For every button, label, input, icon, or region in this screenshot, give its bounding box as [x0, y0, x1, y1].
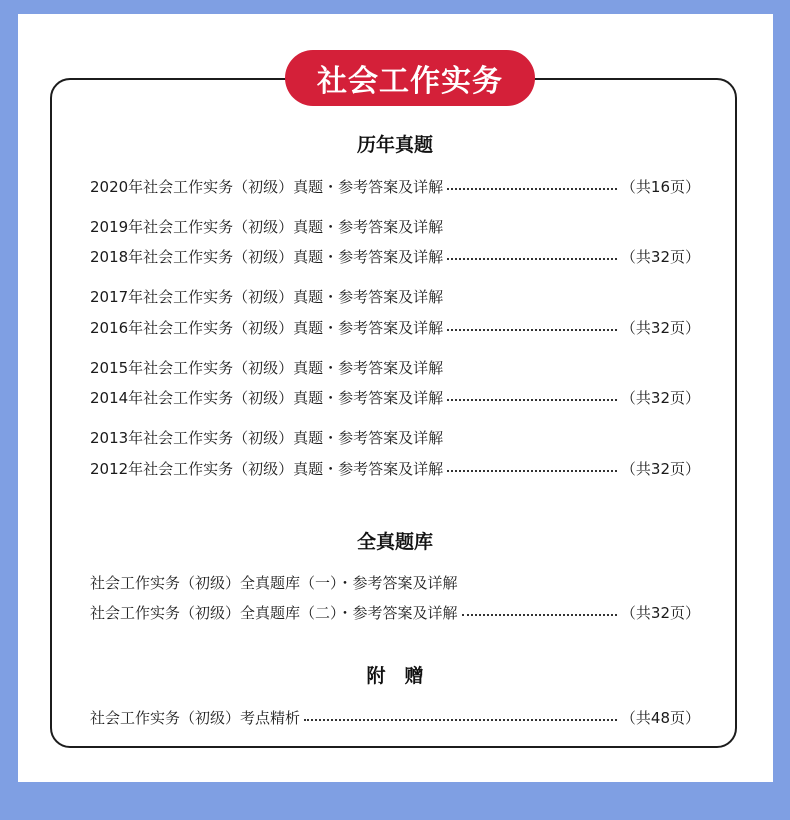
dot-leader — [447, 186, 617, 190]
toc-row-label: 社会工作实务（初级）考点精析 — [90, 708, 301, 727]
toc-row — [90, 316, 700, 338]
toc-row-pages: （共32页） — [620, 247, 700, 266]
toc-row — [90, 457, 700, 479]
dot-leader — [304, 717, 617, 721]
dot-leader — [447, 397, 617, 401]
toc-row — [90, 285, 700, 307]
toc-row-pages: （共16页） — [620, 177, 700, 196]
toc-row-pages: （共32页） — [620, 318, 700, 337]
toc-row — [90, 245, 700, 267]
toc-row-label: 2020年社会工作实务（初级）真题・参考答案及详解 — [90, 177, 444, 196]
section-heading-bonus: 附 赠 — [366, 665, 424, 687]
toc-row-label: 2013年社会工作实务（初级）真题・参考答案及详解 — [90, 428, 444, 447]
toc-row — [90, 601, 700, 623]
toc-row — [90, 175, 700, 197]
toc-row — [90, 571, 700, 593]
toc-row — [90, 386, 700, 408]
toc-row — [90, 426, 700, 448]
toc-row-pages: （共32页） — [620, 603, 700, 622]
toc-row-label: 社会工作实务（初级）全真题库（二）・参考答案及详解 — [90, 603, 458, 622]
toc-row — [90, 215, 700, 237]
dot-leader — [447, 256, 617, 260]
dot-leader — [462, 612, 617, 616]
toc-row-label: 2015年社会工作实务（初级）真题・参考答案及详解 — [90, 358, 444, 377]
section-heading-question-bank: 全真题库 — [356, 531, 433, 553]
toc-row-pages: （共32页） — [620, 388, 700, 407]
toc-row-label: 2019年社会工作实务（初级）真题・参考答案及详解 — [90, 217, 444, 236]
toc-row-label: 社会工作实务（初级）全真题库（一）・参考答案及详解 — [90, 573, 458, 592]
toc-row — [90, 706, 700, 728]
toc-row-pages: （共48页） — [620, 708, 700, 727]
toc-row-label: 2018年社会工作实务（初级）真题・参考答案及详解 — [90, 247, 444, 266]
toc-row-label: 2016年社会工作实务（初级）真题・参考答案及详解 — [90, 318, 444, 337]
section-heading-past-exams: 历年真题 — [356, 134, 433, 156]
toc-row — [90, 356, 700, 378]
toc-row-label: 2012年社会工作实务（初级）真题・参考答案及详解 — [90, 459, 444, 478]
toc-row-pages: （共32页） — [620, 459, 700, 478]
dot-leader — [447, 468, 617, 472]
toc-row-label: 2017年社会工作实务（初级）真题・参考答案及详解 — [90, 287, 444, 306]
page-title: 社会工作实务 — [285, 50, 535, 106]
dot-leader — [447, 327, 617, 331]
toc-row-label: 2014年社会工作实务（初级）真题・参考答案及详解 — [90, 388, 444, 407]
